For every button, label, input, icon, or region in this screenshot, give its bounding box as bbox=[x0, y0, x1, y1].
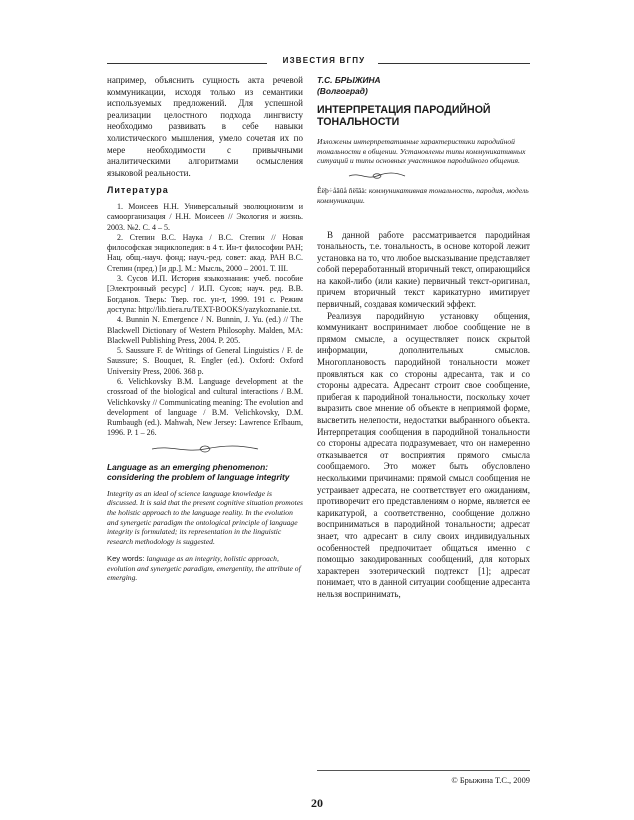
copyright-notice: © Брыжина Т.С., 2009 bbox=[451, 776, 530, 785]
article-keywords bbox=[317, 186, 530, 205]
literature-title: Литература bbox=[107, 185, 169, 196]
left-column bbox=[107, 75, 303, 583]
divider-ornament bbox=[107, 444, 303, 454]
reference-item: 4. Bunnin N. Emergence / N. Bunnin, J. Yu. (ed.) // The Blackwell Dictionary of Western Philosophy. Malden, MA: Blackwell Publishing Press, 2004. P. 205. bbox=[107, 315, 303, 345]
author-name: Т.С. БРЫЖИНА bbox=[317, 75, 381, 85]
divider-ornament bbox=[347, 171, 530, 181]
reference-item: 5. Saussure F. de Writings of General Linguistics / F. de Saussure; S. Bouquet, R. Engler (ed.). Oxford: Oxford University Press, 2006. 368 p. bbox=[107, 346, 303, 376]
reference-item: 6. Velichkovsky B.M. Language development at the crossroad of the biological and cultural interactions / B.M. Velichkovsky // Communicating meaning: The evolution and development of language / B.M. Velichkovsky, D.M. Rumbaugh (ed.). Mahwah, New Jersey: Lawrence Erlbaum, 1996. P. 1 – 26. bbox=[107, 376, 303, 438]
article-abstract: Изложены интерпретативные характеристики пародийной тональности в общении. Установлены типы коммуникативных ситуаций и типы основных участников пародийного общения. bbox=[317, 137, 526, 166]
english-keywords-text: language as an integrity, holistic approach, evolution and synergetic paradigm, emergentity, the attribute of emerging. bbox=[107, 553, 301, 583]
reference-item: 3. Сусов И.П. История языкознания: учеб. пособие [Электронный ресурс] / И.П. Сусов; науч. ред. В.В. Богданов. Тверь: Твер. гос. ун-т, 1999. 191 с. Режим доступа: http://lib.tiera.ru/TEXT-BOOKS/yazykoznanie.txt. bbox=[107, 274, 303, 314]
header-rule-right bbox=[378, 63, 530, 64]
page-number: 20 bbox=[311, 796, 323, 810]
english-keywords bbox=[107, 554, 303, 583]
english-title: Language as an emerging phenomenon: considering the problem of language integrity bbox=[107, 461, 290, 483]
reference-item: 1. Моисеев Н.Н. Универсальный эволюционизм и самоорганизация / Н.Н. Моисеев // Экология и жизнь. 2003. №2. С. 4 – 5. bbox=[107, 201, 303, 232]
article-body bbox=[317, 230, 530, 601]
keywords-text: коммуникативная тональность, пародия, модель коммуникации. bbox=[317, 186, 529, 205]
journal-header: ИЗВЕСТИЯ ВГПУ bbox=[282, 56, 366, 65]
author-city: (Волгоград) bbox=[317, 85, 368, 96]
body-paragraph: Реализуя пародийную установку общения, коммуникант воспринимает любое сообщение не в прямом смысле, а осуществляет поиск скрытой информации, дополнительных смыслов. Многоплановость пародийной тональности может проявляться как со стороны адресанта, так и со стороны адресата. Адресант строит свое сообщение, прибегая к пародийной тональности, поскольку хочет выразить свое мнение об объекте в неприямой форме, высветить нелепости, недостатки выбранного объекта. Интерпретация сообщения в пародийной тональности со стороны адресата подразумевает, что он намеренно отказывается от восприятия прямого смысла сообщаемого. Это может быть обусловлено несколькими причинами: прямой смысл сообщения не устраивает адресата, не соответствует его ожиданиям, противоречит его представлениям о норме, является ее карикатурой, а соответственно, сообщение должно восприниматься в пародийной тональности; адресат знает, что адресант в силу своих индивидуальных особенностей предпочитает общаться именно с помощью закодированных сообщений, для которых характерен эзотерический подтекст [1]; адресат понимает, что в данной ситуации сообщение адресанта нельзя воспринимать, bbox=[317, 310, 530, 599]
right-column bbox=[317, 75, 530, 601]
article-title: ИНТЕРПРЕТАЦИЯ ПАРОДИЙНОЙ ТОНАЛЬНОСТИ bbox=[317, 104, 491, 128]
english-abstract: Integrity as an ideal of science language knowledge is discussed. It is said that the present cognitive situation promotes the holistic approach to the language reality. In the evolution and synergetic paradigm the ontological principle of language integrity is formulated; its representation in the linguistic research methodology is suggested. bbox=[107, 488, 304, 547]
intro-paragraph: например, объяснить сущность акта речевой коммуникации, исходя только из семантики используемых предложений. Для успешной реализации целостного подхода лингвисту необходимо развивать в себе навыки холистического мышления, умело сочетая их по мере необходимости с привычными аналитическими алгоритмами осмысления языковой реальности. bbox=[107, 75, 303, 178]
keywords-label: Êëþ÷åâûå ñëîâà: bbox=[317, 186, 367, 196]
ornament-swirl-icon bbox=[347, 171, 407, 181]
header-rule-left bbox=[107, 63, 267, 64]
body-paragraph: В данной работе рассматривается пародийная тональность, т.е. тональность, в основе которой лежит установка на то, что любое высказывание представляет собой переработанный вторичный текст, опирающийся на какой-либо (или какие) первичный текст-оригинал, причем вторичный текст карикатурно имитирует первичный, создавая комический эффект. bbox=[317, 229, 530, 310]
footer-rule bbox=[317, 770, 530, 771]
ornament-swirl-icon bbox=[150, 444, 260, 454]
english-keywords-label: Key words: bbox=[107, 553, 145, 563]
reference-item: 2. Степин В.С. Наука / В.С. Степин // Новая философская энциклопедия: в 4 т. Ин-т философии РАН; Нац. общ.-науч. фонд; науч.-ред. совет: акад. РАН В.С. Степин (пред.) [и др.]. М.: Мысль, 2000 – 2001. Т. III. bbox=[107, 232, 303, 273]
